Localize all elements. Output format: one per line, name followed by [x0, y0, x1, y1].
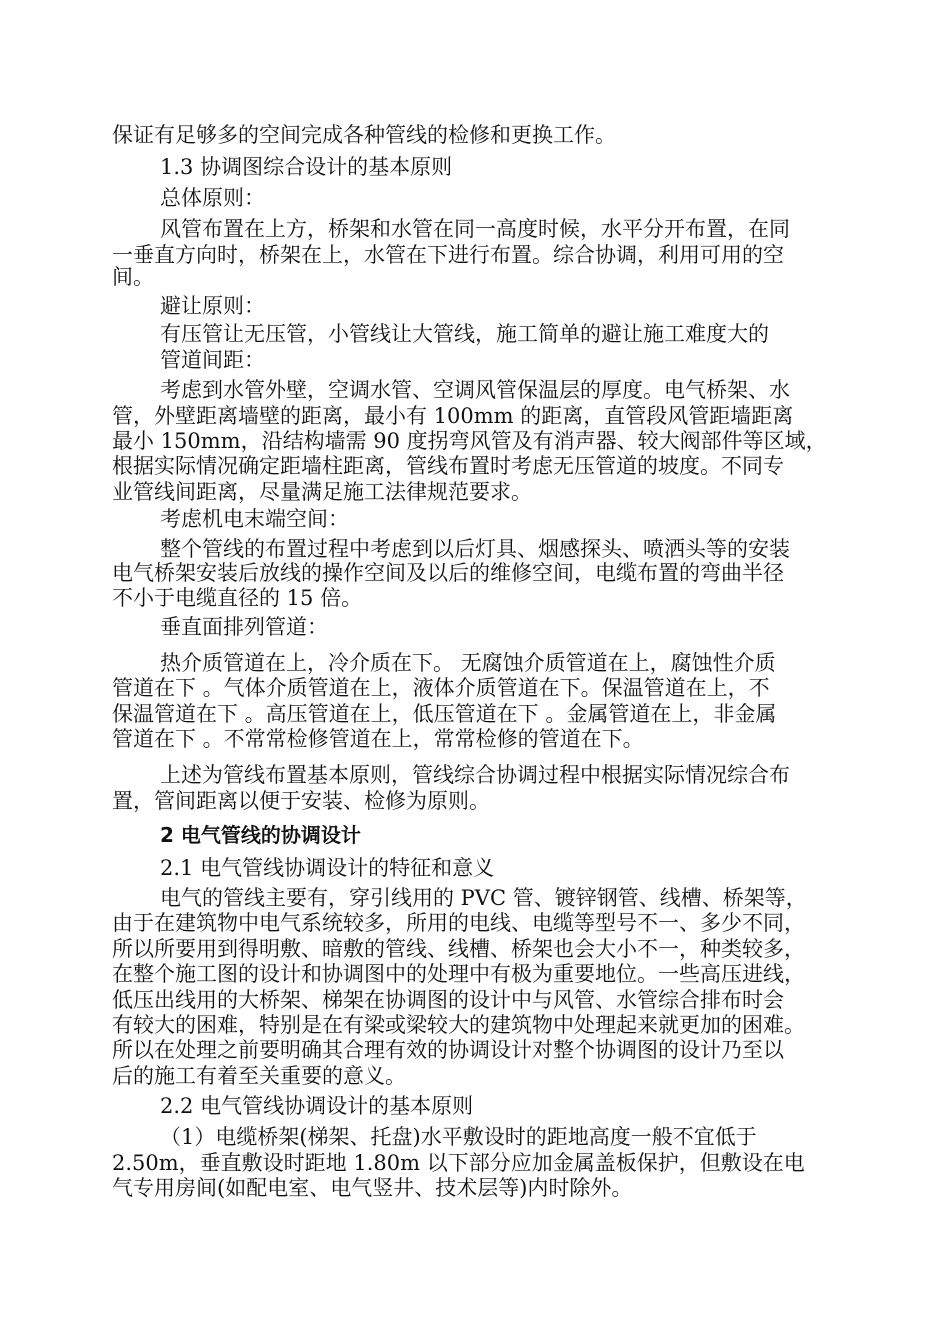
paragraph-line: 最小 150mm，沿结构墙需 90 度拐弯风管及有消声器、较大阀部件等区域，: [112, 429, 827, 453]
paragraph-line: 间。: [112, 265, 154, 289]
subheading: 考虑机电末端空间：: [160, 507, 349, 531]
paragraph-line: 在整个施工图的设计和协调图中的处理中有极为重要地位。一些高压进线，: [112, 962, 805, 986]
paragraph-line: 业管线间距离，尽量满足施工法律规范要求。: [112, 480, 532, 504]
subheading: 总体原则：: [160, 186, 265, 210]
paragraph-line: 所以所要用到得明敷、暗敷的管线、线槽、桥架也会大小不一，种类较多，: [112, 937, 805, 961]
paragraph-line: 由于在建筑物中电气系统较多，所用的电线、电缆等型号不一、多少不同，: [112, 911, 805, 935]
paragraph-line: 整个管线的布置过程中考虑到以后灯具、烟感探头、喷洒头等的安装: [160, 537, 790, 561]
paragraph-line: 风管布置在上方，桥架和水管在同一高度时候，水平分开布置，在同: [160, 217, 790, 241]
section-heading: 2.2 电气管线协调设计的基本原则: [160, 1094, 474, 1118]
paragraph-line: 根据实际情况确定距墙柱距离，管线布置时考虑无压管道的坡度。不同专: [112, 454, 784, 478]
paragraph-line: 气专用房间(如配电室、电气竖井、技术层等)内时除外。: [112, 1176, 633, 1200]
paragraph-line: 考虑到水管外壁，空调水管、空调风管保温层的厚度。电气桥架、水: [160, 378, 790, 402]
paragraph-line: （1）电缆桥架(梯架、托盘)水平敷设时的距地高度一般不宜低于: [160, 1125, 757, 1149]
chapter-heading: 2 电气管线的协调设计: [160, 823, 361, 847]
paragraph-line: 上述为管线布置基本原则，管线综合协调过程中根据实际情况综合布: [160, 763, 790, 787]
paragraph-line: 2.50m，垂直敷设时距地 1.80m 以下部分应加金属盖板保护，但敷设在电: [112, 1151, 805, 1175]
paragraph-line: 管，外壁距离墙壁的距离，最小有 100mm 的距离，直管段风管距墙距离: [112, 404, 794, 428]
paragraph-line: 电气的管线主要有，穿引线用的 PVC 管、镀锌钢管、线槽、桥架等，: [160, 886, 807, 910]
section-heading: 1.3 协调图综合设计的基本原则: [160, 155, 453, 179]
subheading: 避让原则：: [160, 294, 265, 318]
paragraph-line: 管道在下 。不常常检修管道在上，常常检修的管道在下。: [112, 727, 644, 751]
subheading: 垂直面排列管道：: [160, 615, 328, 639]
paragraph-line: 热介质管道在上，冷介质在下。 无腐蚀介质管道在上，腐蚀性介质: [160, 651, 776, 675]
paragraph-line: 置，管间距离以便于安装、检修为原则。: [112, 789, 490, 813]
paragraph-line: 管道在下 。气体介质管道在上，液体介质管道在下。保温管道在上，不: [112, 676, 770, 700]
paragraph-line: 保证有足够多的空间完成各种管线的检修和更换工作。: [112, 123, 616, 147]
paragraph-line: 有压管让无压管，小管线让大管线，施工简单的避让施工难度大的: [160, 322, 769, 346]
section-heading: 2.1 电气管线协调设计的特征和意义: [160, 856, 495, 880]
paragraph-line: 一垂直方向时，桥架在上，水管在下进行布置。综合协调，利用可用的空: [112, 243, 784, 267]
paragraph-line: 有较大的困难，特别是在有梁或梁较大的建筑物中处理起来就更加的困难。: [112, 1013, 805, 1037]
paragraph-line: 所以在处理之前要明确其合理有效的协调设计对整个协调图的设计乃至以: [112, 1038, 784, 1062]
paragraph-line: 电气桥架安装后放线的操作空间及以后的维修空间，电缆布置的弯曲半径: [112, 561, 784, 585]
paragraph-line: 低压出线用的大桥架、梯架在协调图的设计中与风管、水管综合排布时会: [112, 988, 784, 1012]
paragraph-line: 后的施工有着至关重要的意义。: [112, 1064, 406, 1088]
paragraph-line: 保温管道在下 。高压管道在上，低压管道在下 。金属管道在上，非金属: [112, 702, 777, 726]
subheading: 管道间距：: [160, 348, 265, 372]
paragraph-line: 不小于电缆直径的 15 倍。: [112, 586, 363, 610]
